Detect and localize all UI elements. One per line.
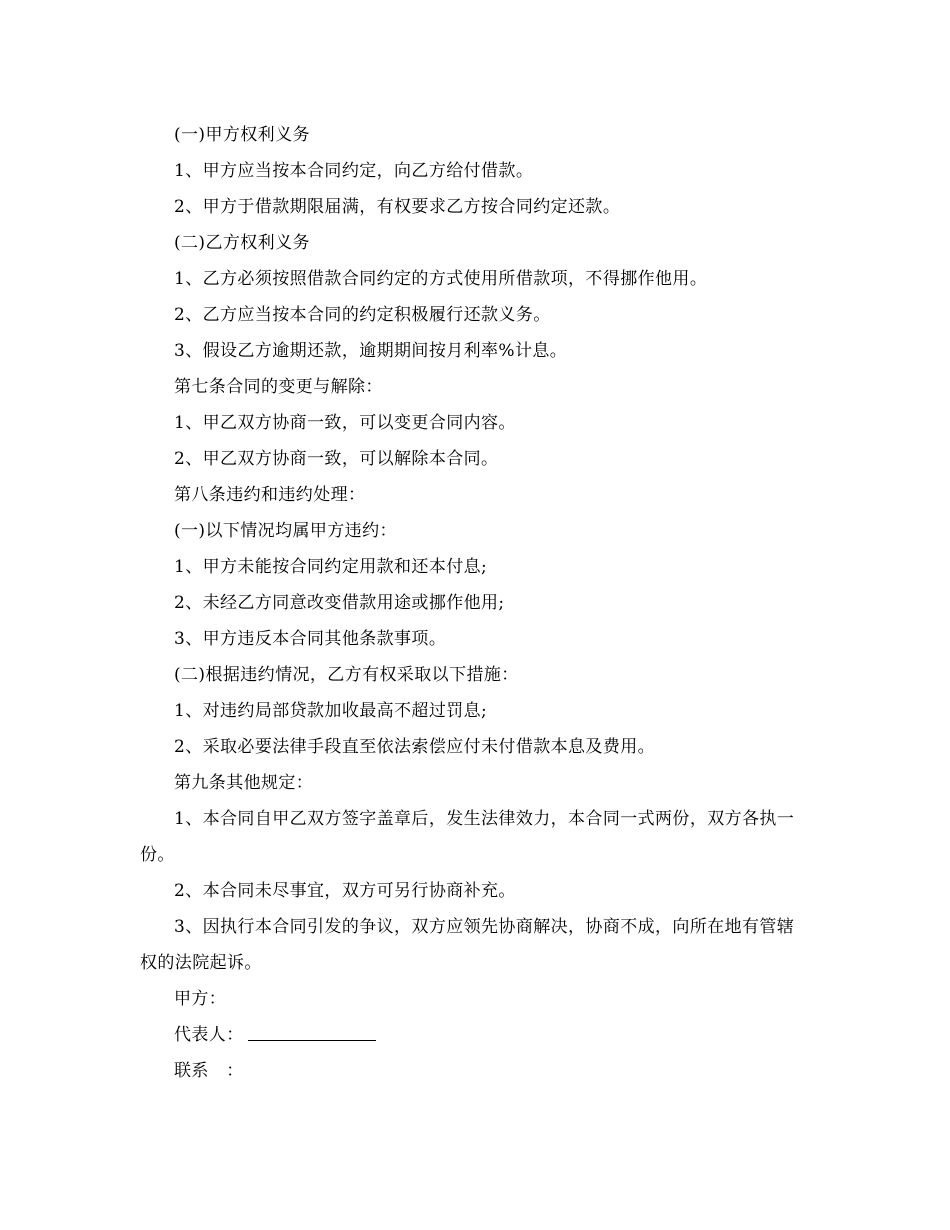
representative-blank xyxy=(248,1039,376,1041)
article-8-clause-2-2: 2、采取必要法律手段直至依法索偿应付未付借款本息及费用。 xyxy=(174,737,656,757)
clause-party-b-3: 3、假设乙方逾期还款，逾期期间按月利率%计息。 xyxy=(174,341,568,361)
article-8-clause-1-2: 2、未经乙方同意改变借款用途或挪作他用; xyxy=(174,593,505,613)
article-8-sub-heading-1: (一)以下情况均属甲方违约： xyxy=(174,521,397,541)
clause-party-b-1: 1、乙方必须按照借款合同约定的方式使用所借款项，不得挪作他用。 xyxy=(174,269,708,289)
clause-party-b-2: 2、乙方应当按本合同的约定积极履行还款义务。 xyxy=(174,305,551,325)
clause-party-a-1: 1、甲方应当按本合同约定，向乙方给付借款。 xyxy=(174,161,534,181)
article-8-clause-1-3: 3、甲方违反本合同其他条款事项。 xyxy=(174,629,447,649)
party-a-signature-label: 甲方： xyxy=(174,989,227,1009)
article-7-clause-2: 2、甲乙双方协商一致，可以解除本合同。 xyxy=(174,449,499,469)
article-7-heading: 第七条合同的变更与解除： xyxy=(174,377,383,397)
article-7-clause-1: 1、甲乙双方协商一致，可以变更合同内容。 xyxy=(174,413,516,433)
article-8-clause-2-1: 1、对违约局部贷款加收最高不超过罚息; xyxy=(174,701,488,721)
article-8-heading: 第八条违约和违约处理： xyxy=(174,485,366,505)
representative-line xyxy=(140,1017,805,1053)
article-9-clause-2: 2、本合同未尽事宜，双方可另行协商补充。 xyxy=(174,881,516,901)
contract-body xyxy=(140,117,805,1089)
article-9-heading: 第九条其他规定： xyxy=(174,773,314,793)
clause-party-a-2: 2、甲方于借款期限届满，有权要求乙方按合同约定还款。 xyxy=(174,197,621,217)
representative-label: 代表人： xyxy=(174,1025,244,1045)
section-heading-party-a-rights: (一)甲方权利义务 xyxy=(174,125,310,145)
article-8-sub-heading-2: (二)根据违约情况，乙方有权采取以下措施： xyxy=(174,665,519,685)
article-9-clause-1: 1、本合同自甲乙双方签字盖章后，发生法律效力，本合同一式两份，双方各执一份。 xyxy=(140,809,795,865)
section-heading-party-b-rights: (二)乙方权利义务 xyxy=(174,233,310,253)
contact-label: 联系 ： xyxy=(174,1061,244,1081)
article-8-clause-1-1: 1、甲方未能按合同约定用款和还本付息; xyxy=(174,557,488,577)
article-9-clause-3: 3、因执行本合同引发的争议，双方应领先协商解决，协商不成，向所在地有管辖权的法院起诉。 xyxy=(140,917,795,973)
